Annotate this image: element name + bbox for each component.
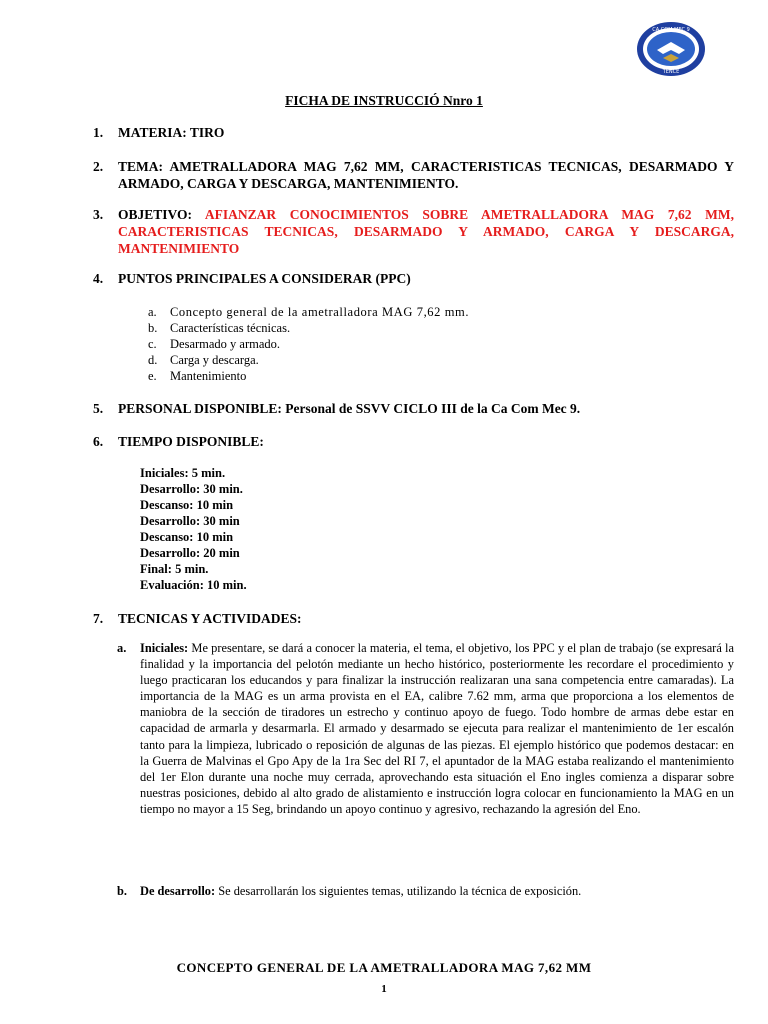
section-text: AMETRALLADORA MAG 7,62 MM, CARACTERISTICAS TECNICAS, DESARMADO Y ARMADO, CARGA Y DESCARGA, MANTENIMIENTO.	[118, 159, 734, 191]
unit-emblem	[635, 20, 707, 78]
activity-letter: a.	[117, 641, 127, 655]
section-tema: 2. TEMA: AMETRALLADORA MAG 7,62 MM, CARACTERISTICAS TECNICAS, DESARMADO Y ARMADO, CARGA Y DESCARGA, MANTENIMIENTO.	[93, 159, 734, 191]
page-title: FICHA DE INSTRUCCIÓ Nnro 1	[285, 93, 483, 108]
logo-top-text: CA COM MEC 9	[652, 27, 690, 33]
section-label: PERSONAL DISPONIBLE:	[118, 401, 282, 416]
list-item: Evaluación: 10 min.	[140, 578, 247, 592]
activity-desarrollo	[140, 883, 734, 899]
section-tiempo: 6. TIEMPO DISPONIBLE:	[93, 434, 264, 449]
list-item: Desarrollo: 30 min.	[140, 482, 243, 496]
activity-label: Iniciales:	[140, 641, 189, 655]
section-label: TEMA:	[118, 159, 163, 174]
list-item: Iniciales: 5 min.	[140, 466, 226, 480]
activity-text: Me presentare, se dará a conocer la materia, el tema, el objetivo, los PPC y el plan de trabajo (se expresará la finalidad y la importancia del pelotón mediante un hecho histórico, posteriormente les recordare el procedimiento y luego practicaran los educandos y para finalizar la instrucción realizaran una sana competencia entre camaradas). La importancia de la MAG es un arma provista en el EA, calibre 7.62 mm, arma que proporciona a los elementos de maniobra de la sección de tiradores un estrecho y continuo apoyo de fuego. Todo hombre de armas debe estar en capacidad de armarla y desarmarla. El armado y desarmado se ejecuta para realizar el mantenimiento de 1er escalón tanto para la limpieza, lubricado o reposición de algunas de las piezas. El ejemplo histórico que podemos destacar: en la Guerra de Malvinas el Gpo Apy de la 1ra Sec del RI 7, el apuntador de la MAG estaba realizando el mantenimiento del 1er Elon durante una noche muy cerrada, aprovechando esta situación el Eno ingles comienza a disparar sobre nuestras posiciones, debido al alto grado de alistamiento e instrucción logra colocar en funcionamiento la MAG en un tiempo no mayor a 15 Seg, brindando un apoyo continuo y agresivo, rechazando la agresión del Eno.	[140, 641, 734, 816]
activity-text: Se desarrollarán los siguientes temas, utilizando la técnica de exposición.	[218, 884, 582, 898]
section-objetivo: 3. OBJETIVO: AFIANZAR CONOCIMIENTOS SOBRE AMETRALLADORA MAG 7,62 MM, CARACTERISTICAS TECNICAS, DESARMADO Y ARMADO, CARGA Y DESCARGA, MANTENIMIENTO	[93, 207, 734, 256]
section-label: PUNTOS PRINCIPALES A CONSIDERAR (PPC)	[118, 271, 411, 286]
section-materia: 1. MATERIA: TIRO	[93, 125, 225, 140]
list-item: Final: 5 min.	[140, 562, 209, 576]
logo-bottom-text: TENCE	[662, 69, 680, 75]
list-item: Desarrollo: 30 min	[140, 514, 240, 528]
section-label: OBJETIVO:	[118, 207, 192, 222]
activity-letter: b.	[117, 884, 127, 898]
section-ppc: 4. PUNTOS PRINCIPALES A CONSIDERAR (PPC)	[93, 271, 411, 286]
document-page: CA COM MEC 9 TENCE FICHA DE INSTRUCCIÓ Nnro 1 1. MATERIA: TIRO 2. TEMA: AMETRALLADORA MAG 7,62 MM, CARACTERISTICAS TECNICAS, DESARMADO Y ARMADO, CARGA Y DESCARGA, MANTENIMIENTO. 3. OBJETIVO: AFIANZAR CONOCIMIENTOS SOBRE AMETRALLADORA MAG 7,62 MM, CARACTERISTICAS TECNICAS, DESARMADO Y ARMADO, CARGA Y DESCARGA, MANTENIMIENTO 4. PUNTOS PRINCIPALES A CONSIDERAR (PPC) a. Concepto general de la ametralladora MAG 7,62 mm. b. Características técnicas. c. Desarmado y armado. d. Carga y descarga. e. Mantenimiento 5. PERSONAL DISPONIBLE: Personal de SSVV CICLO III de la Ca Com Mec 9. 6. TIEMPO DISPONIBLE: Iniciales: 5 min. Desarrollo: 30 min. Descanso: 10 min Desarrollo: 30 min Descanso: 10 min Desarrollo: 20 min Final: 5 min. Evaluación: 10 min. 7. TECNICAS Y ACTIVIDADES: a. Iniciales: Me presentare, se dará a conocer la materia, el tema, el objetivo, los PPC y el plan de trabajo (se expresará la finalidad y la importancia del pelotón mediante un hecho histórico, posteriormente les recordare el procedimiento y luego practicaran los educandos y para finalizar la instrucción realizaran una sana competencia entre camaradas). La importancia de la MAG es un arma provista en el EA, calibre 7.62 mm, arma que proporciona a los elementos de maniobra de la sección de tiradores un estrecho y continuo apoyo de fuego. Todo hombre de armas debe estar en capacidad de armarla y desarmarla. El armado y desarmado se ejecuta para realizar el mantenimiento de 1er escalón tanto para la limpieza, lubricado o reposición de algunas de las piezas. El ejemplo histórico que podemos destacar: en la Guerra de Malvinas el Gpo Apy de la 1ra Sec del RI 7, el apuntador de la MAG estaba realizando el mantenimiento del 1er Elon durante una noche muy cerrada, aprovechando esta situación el Eno ingles comienza a disparar sobre nuestras posiciones, debido al alto grado de alistamiento e instrucción logra colocar en funcionamiento la MAG en un tiempo no mayor a 15 Seg, brindando un apoyo continuo y agresivo, rechazando la agresión del Eno. b. De desarrollo: Se desarrollarán los siguientes temas, utilizando la técnica de exposición. CONCEPTO GENERAL DE LA AMETRALLADORA MAG 7,62 MM 1	[0, 0, 768, 1024]
time-schedule	[140, 465, 247, 593]
section-text: Personal de SSVV CICLO III de la Ca Com Mec 9.	[285, 401, 581, 416]
objective-text: AFIANZAR CONOCIMIENTOS SOBRE AMETRALLADORA MAG 7,62 MM, CARACTERISTICAS TECNICAS, DESARMADO Y ARMADO, CARGA Y DESCARGA, MANTENIMIENTO	[118, 207, 734, 256]
section-heading: CONCEPTO GENERAL DE LA AMETRALLADORA MAG 7,62 MM	[176, 960, 592, 975]
activity-label: De desarrollo:	[140, 884, 216, 898]
shield-logo-icon	[635, 20, 707, 78]
list-item: Desarrollo: 20 min	[140, 546, 240, 560]
section-label: TECNICAS Y ACTIVIDADES:	[118, 611, 302, 626]
section-personal: 5. PERSONAL DISPONIBLE: Personal de SSVV CICLO III de la Ca Com Mec 9.	[93, 401, 581, 416]
section-label: TIEMPO DISPONIBLE:	[118, 434, 264, 449]
list-item: Descanso: 10 min	[140, 498, 234, 512]
section-text: TIRO	[189, 125, 225, 140]
activity-iniciales	[140, 640, 734, 817]
section-label: MATERIA:	[118, 125, 187, 140]
section-tecnicas: 7. TECNICAS Y ACTIVIDADES:	[93, 611, 302, 626]
page-number: 1	[381, 983, 387, 995]
list-item: Descanso: 10 min	[140, 530, 234, 544]
